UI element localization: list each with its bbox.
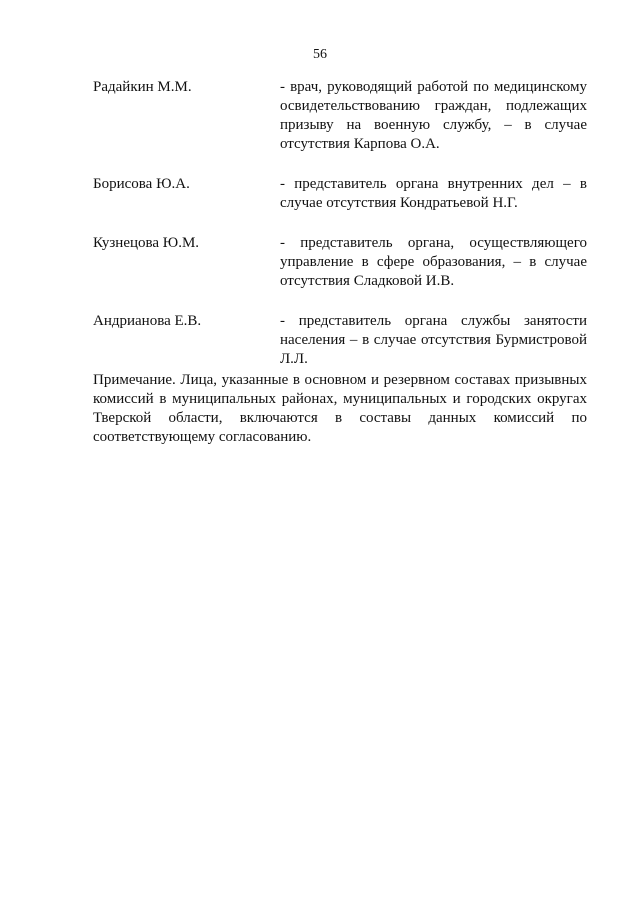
member-role: - представитель органа службы занятости населения – в случае отсутствия Бурмистровой Л.Л. [280, 313, 587, 367]
member-name: Радайкин М.М. [93, 79, 192, 95]
member-name: Кузнецова Ю.М. [93, 235, 200, 251]
roster-row [93, 234, 587, 291]
roster-row [93, 175, 587, 213]
note-paragraph: Примечание. Лица, указанные в основном и резервном составах призывных комиссий в муниципальных районах, муниципальных и городских округах Тверской области, включаются в составы данных комиссий по соответствующему согласованию. [93, 372, 587, 445]
member-role: - представитель органа, осуществляющего управление в сфере образования, – в случае отсутствия Сладковой И.В. [280, 235, 587, 289]
member-name: Андрианова Е.В. [93, 313, 202, 329]
commission-roster [93, 78, 587, 390]
roster-row [93, 78, 587, 154]
roster-row [93, 312, 587, 369]
member-name: Борисова Ю.А. [93, 176, 190, 192]
member-role: - врач, руководящий работой по медицинскому освидетельствованию граждан, подлежащих призыву на военную службу, – в случае отсутствия Карпова О.А. [280, 79, 587, 152]
member-role: - представитель органа внутренних дел – в случае отсутствия Кондратьевой Н.Г. [280, 176, 587, 211]
page-number: 56 [313, 47, 327, 62]
